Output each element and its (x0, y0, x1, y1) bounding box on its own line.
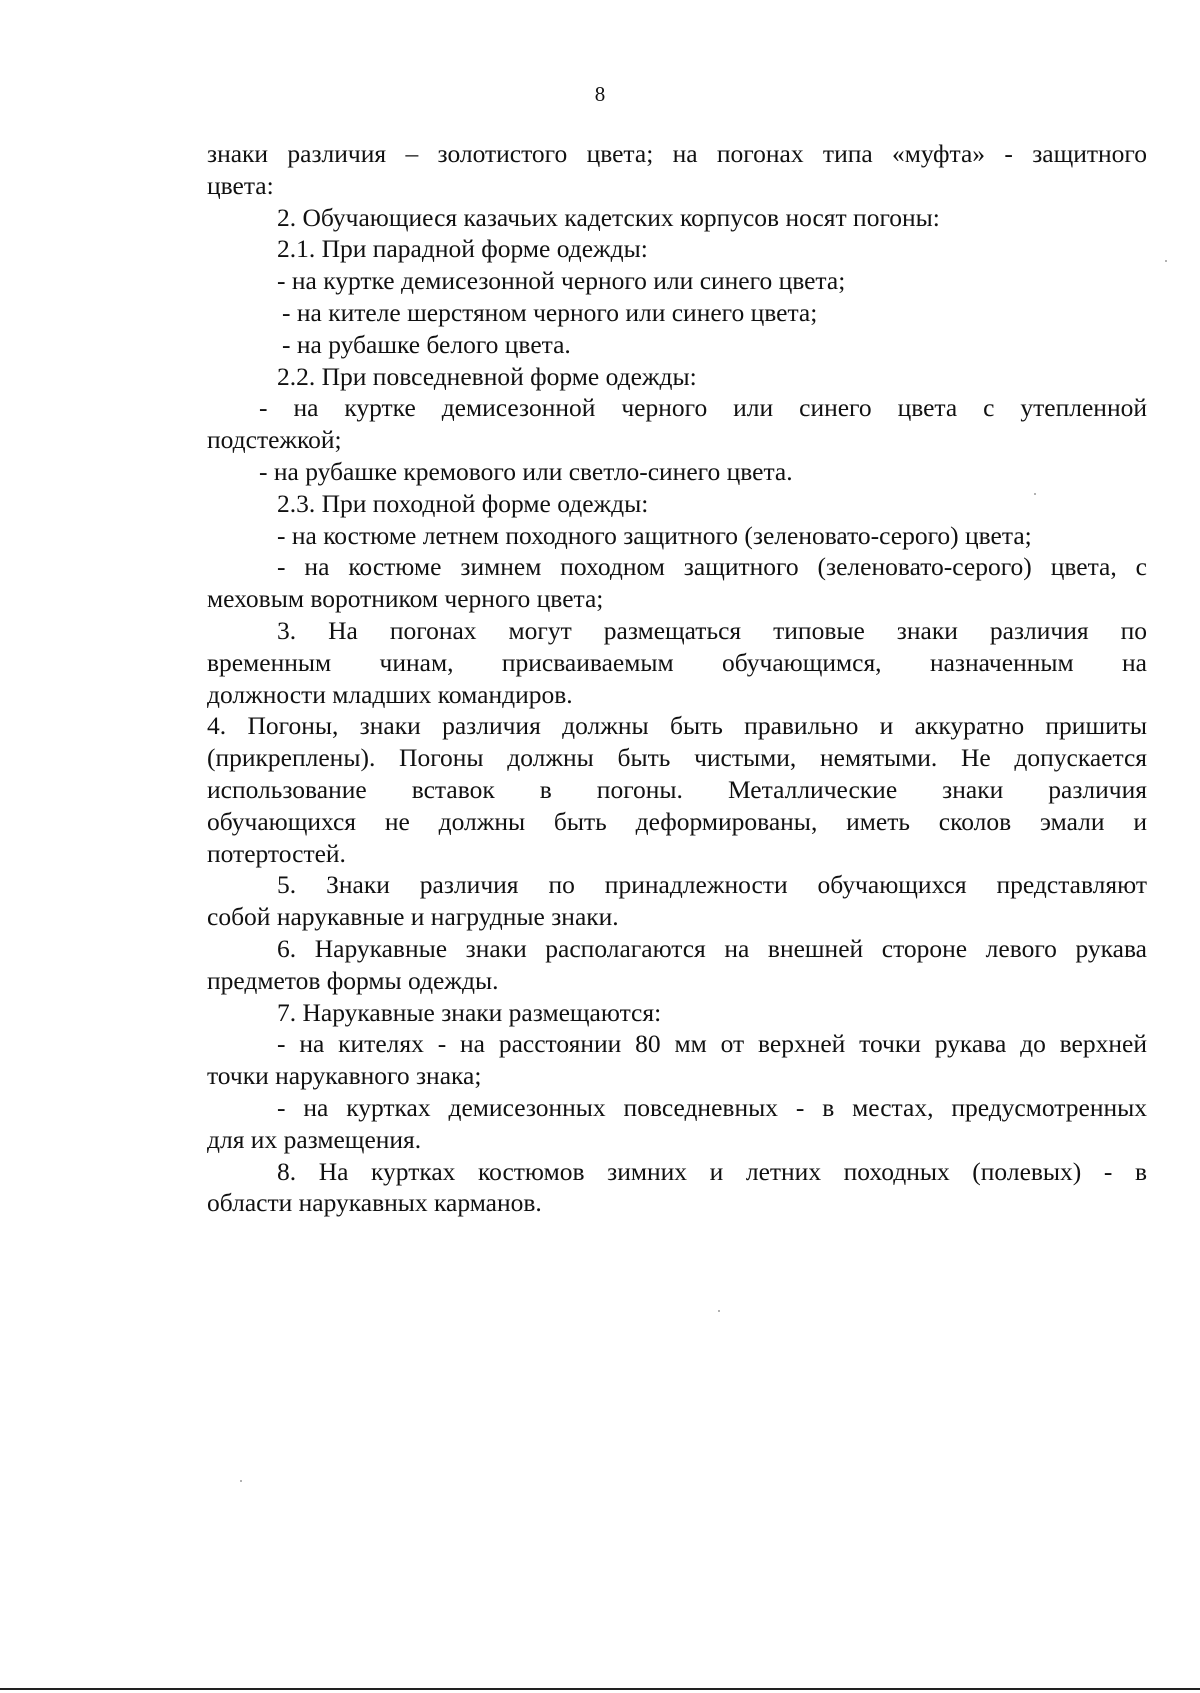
text-line: - на костюме зимнем походном защитного (зеленовато-серого) цвета, с (277, 552, 1147, 582)
text-line: должности младших командиров. (207, 679, 573, 709)
text-line: 5. Знаки различия по принадлежности обучающихся представляют (277, 870, 1147, 900)
text-line: - на куртке демисезонной черного или синего цвета с утепленной (259, 393, 1147, 423)
text-line: 7. Нарукавные знаки размещаются: (277, 997, 662, 1027)
text-line: временным чинам, присваиваемым обучающимся, назначенным на (207, 647, 1147, 677)
scan-edge-line (0, 1688, 1200, 1690)
text-line: меховым воротником черного цвета; (207, 584, 604, 614)
text-line: для их размещения. (207, 1124, 422, 1154)
text-line: 8. На куртках костюмов зимних и летних походных (полевых) - в (277, 1156, 1147, 1186)
text-line: - на костюме летнем походного защитного (зеленовато-серого) цвета; (277, 520, 1032, 550)
text-line: 2.2. При повседневной форме одежды: (277, 361, 697, 391)
text-line: подстежкой; (207, 425, 342, 455)
text-line: 4. Погоны, знаки различия должны быть правильно и аккуратно пришиты (207, 711, 1147, 741)
scan-speck (240, 1480, 242, 1482)
text-line: предметов формы одежды. (207, 965, 499, 995)
text-line: использование вставок в погоны. Металлические знаки различия (207, 774, 1147, 804)
text-line: точки нарукавного знака; (207, 1061, 482, 1091)
scan-speck (1034, 493, 1036, 495)
scan-speck (1165, 260, 1167, 262)
text-line: - на рубашке кремового или светло-синего цвета. (259, 456, 793, 486)
text-line: обучающихся не должны быть деформированы, иметь сколов эмали и (207, 806, 1147, 836)
text-line: 2.3. При походной форме одежды: (277, 488, 649, 518)
text-line: потертостей. (207, 838, 346, 868)
text-line: (прикреплены). Погоны должны быть чистыми, немятыми. Не допускается (207, 743, 1147, 773)
text-line: области нарукавных карманов. (207, 1188, 542, 1218)
document-body (207, 138, 1147, 1219)
text-line: 6. Нарукавные знаки располагаются на внешней стороне левого рукава (277, 933, 1147, 963)
text-line: цвета: (207, 170, 274, 200)
text-line: - на кителе шерстяном черного или синего цвета; (282, 297, 818, 327)
text-line: - на кителях - на расстоянии 80 мм от верхней точки рукава до верхней (277, 1029, 1147, 1059)
page-number: 8 (594, 82, 606, 106)
scan-speck (718, 1310, 720, 1312)
text-line: - на куртке демисезонной черного или синего цвета; (277, 266, 846, 296)
text-line: собой нарукавные и нагрудные знаки. (207, 902, 619, 932)
text-line: - на куртках демисезонных повседневных - в местах, предусмотренных (277, 1092, 1147, 1122)
text-line: 3. На погонах могут размещаться типовые знаки различия по (277, 615, 1147, 645)
text-line: знаки различия – золотистого цвета; на погонах типа «муфта» - защитного (207, 139, 1147, 168)
text-line: 2.1. При парадной форме одежды: (277, 234, 648, 264)
text-line: 2. Обучающиеся казачьих кадетских корпусов носят погоны: (277, 202, 940, 232)
text-line: - на рубашке белого цвета. (282, 329, 571, 359)
